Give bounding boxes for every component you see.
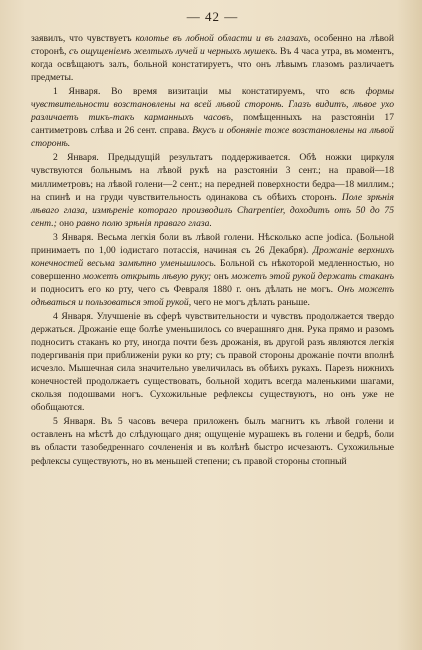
para-january-4	[31, 310, 394, 414]
italic-text-run: Поле зрѣнія лѣваго глаза, измѣреніе котораго производилъ Charpentier, доходитъ отъ 50 до 75 сент.;	[31, 191, 395, 229]
text-run: помѣщенныхъ на разстояніи 17 сантиметровъ слѣва и 26 сент. справа.	[31, 112, 394, 137]
text-run: 4 Января. Улучшеніе въ сферѣ чувствительности и чувствъ продолжается твердо держаться. Дрожаніе еще болѣе уменьшилось со вчерашняго дня. Рука прямо и разомъ подноситъ стаканъ ко рту, иногда почти безъ дрожанія, въ другой разъ являются легкія подергиванія при приближеніи руки ко рту; съ правой стороны дрожаніе почти вполнѣ исчезло. Мышечная сила значительно увеличилась въ обѣихъ рукахъ. Парезъ нижнихъ конечностей продолжаетъ существовать, больной ходитъ всегда маленькими шагами, скользя подошвами ногъ. Сухожильные рефлексы существуютъ, но онъ уже не обобщаются.	[31, 310, 394, 414]
para-january-1	[31, 85, 394, 150]
italic-text-run: всѣ формы чувствительности возстановлены на всей лѣвой сторонѣ. Глазъ видитъ, лѣвое ухо различаетъ тикъ-такъ карманныхъ часовъ,	[31, 86, 394, 124]
italic-text-run: равно полю зрѣнія праваго глаза.	[76, 217, 212, 229]
text-run: 5 Января. Въ 5 часовъ вечера приложенъ былъ магнитъ къ лѣвой голени и оставленъ на мѣстѣ до слѣдующаго дня; ощущеніе мурашекъ въ голени и бедрѣ, боли въ области тазобедреннаго сочлененія и въ колѣнѣ быстро исчезаютъ. Сухожильные рефлексы существуютъ, но въ меньшей степени; съ правой стороны стопный	[31, 416, 394, 467]
para-january-2	[31, 151, 394, 229]
para-january-3	[31, 231, 394, 309]
para-continuation	[31, 32, 394, 84]
text-run: онъ	[211, 270, 232, 282]
text-run: и подноситъ его ко рту, чего съ Февраля 1880 г. онъ дѣлать не могъ.	[31, 283, 338, 295]
text-run: 3 Января. Весьма легкія боли въ лѣвой голени. Нѣсколько aспе jodica. (Больной принимаетъ по 1,00 іодистаго потассія, начиная съ 26 Декабря).	[31, 231, 394, 256]
text-run: 2 Января. Предыдущій результатъ поддерживается. Обѣ ножки циркуля чувствуются больнымъ на лѣвой рукѣ на разстояніи 3 сент.; на правой—18 миллиметровъ; на лѣвой голени—2 сент.; на передней поверхности бедра—18 миллим.; на спинѣ и на груди чувствительность одинакова съ обѣихъ сторонъ.	[31, 152, 394, 203]
italic-text-run: Вкусъ и обоняніе тоже возстановлены на лѣвой сторонѣ.	[31, 125, 394, 150]
text-run: Въ 4 часа утра, въ моментъ, когда освѣщаютъ залъ, больной констатируетъ, что онъ лѣвымъ глазомъ различаетъ предметы.	[31, 46, 394, 84]
italic-text-run: можетъ этой рукой держать стаканъ	[231, 270, 394, 282]
text-run: оно	[56, 217, 77, 229]
page-number: — 42 —	[186, 9, 239, 24]
italic-text-run: Дрожаніе верхнихъ конечностей весьма замѣтно уменьшилось.	[31, 244, 394, 269]
text-run: Больной съ нѣкоторой медленностью, но совершенно	[31, 257, 395, 282]
italic-text-run: Онъ можетъ одѣваться и пользоваться этой рукой,	[31, 283, 394, 308]
text-run: особенно на лѣвой сторонѣ,	[31, 33, 394, 58]
text-run: 1 Января. Во время визитаціи мы констатируемъ, что	[53, 86, 341, 98]
text-run: чего не могъ дѣлать раньше.	[191, 296, 310, 308]
italic-text-run: колотье въ лобной области и въ глазахъ,	[135, 33, 311, 44]
text-run: заявилъ, что чувствуетъ	[31, 33, 136, 44]
italic-text-run: съ ощущеніемъ желтыхъ лучей и черныхъ мушекъ.	[68, 46, 278, 58]
italic-text-run: можетъ открыть лѣвую руку;	[82, 270, 212, 282]
para-january-5	[31, 415, 394, 467]
